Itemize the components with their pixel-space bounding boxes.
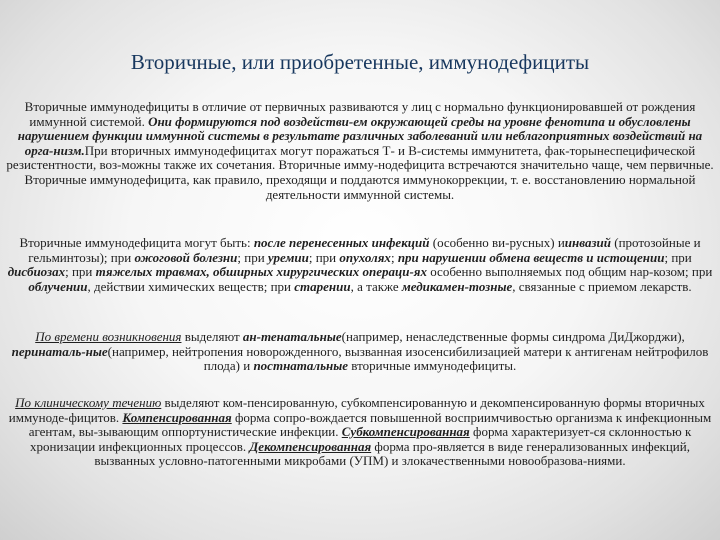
p1-text-a: Вторичные иммунодефициты в отличие от первичных развиваются у лиц с нормально функционировавшей от рождения иммунной системой. — [24, 99, 696, 129]
p1-text-b: При вторичных иммунодефицитах могут поражаться Т- и В-системы иммунитета, фак-торынеспецифической резистентности, воз-можны также их сочетания. Вторичные имму-нодефицита встречаются значительно чаще, чем первичные. Вторичные иммунодефицита, как правило, преходящи и поддаются иммунокоррекции, т. е. восстановлению нормальной деятельности иммунной системы. — [6, 142, 714, 202]
term-decompensated: Декомпенсированная — [249, 438, 372, 454]
term-perinatal: перинаталь-ные — [11, 343, 108, 359]
cause-aging: старении — [294, 278, 351, 294]
p4-text: форма про-является в виде генерализованных инфекций, вызванных условно-патогенными микробами (УПМ) и злокачественными новообразова-ниями. — [94, 438, 690, 469]
paragraph-causes — [6, 236, 714, 294]
p4-text: выделяют ком-пенсированную, субкомпенсированную и декомпенсированную формы вторичных иммуноде-фицитов. — [8, 395, 705, 425]
cause-irradiation: облучении — [28, 278, 88, 294]
p2-text: ; при — [664, 249, 692, 265]
p4-text: форма сопро-вождается повышенной восприимчивостью организма к инфекционным агентам, вы-зывающим оппортунистические инфекции. — [28, 409, 712, 440]
p2-text: ; при — [308, 249, 340, 265]
p3-text: (например, ненаследственные формы синдрома ДиДжорджи), — [341, 329, 685, 344]
p2-text: ; при — [237, 249, 268, 265]
p3-text: (например, нейтропения новорожденного, вызванная изосенсибилизацией матери к антигенам нейтрофилов плода) и — [107, 343, 709, 374]
p3-text: вторичные иммунодефициты. — [348, 358, 517, 374]
p2-text: , действии химических веществ; при — [87, 278, 295, 294]
cause-dysbiosis: дисбиозах — [7, 264, 66, 280]
term-postnatal: постнатальные — [253, 358, 349, 374]
paragraph-timing — [6, 330, 714, 374]
timing-heading: По времени возникновения — [35, 329, 182, 344]
p2-text: (протозойные и гельминтозы); при — [28, 235, 701, 265]
p2-text: (особенно ви-русных) и — [429, 235, 565, 250]
cause-metabolism: при нарушении обмена веществ и истощении — [397, 249, 665, 265]
p2-text: ; при — [65, 264, 96, 280]
cause-infections: после перенесенных инфекций — [253, 235, 430, 250]
p4-text: форма характеризует-ся склонностью к хронизации инфекционных процессов. — [30, 424, 692, 454]
term-subcompensated: Субкомпенсированная — [341, 424, 470, 440]
p2-text: особенно выполняемых под общим нар-козом; при — [426, 264, 713, 280]
cause-tumors: опухолях — [339, 249, 391, 265]
cause-trauma: тяжелых травмах, обширных хирургических операци-ях — [95, 264, 427, 280]
p3-text: выделяют — [181, 329, 243, 344]
cause-drugs: медикамен-тозные — [401, 278, 513, 294]
cause-burns: ожоговой болезни — [134, 249, 238, 265]
cause-uremia: уремии — [267, 249, 309, 265]
paragraph-definition — [6, 100, 714, 202]
p2-text: ; — [390, 249, 398, 265]
p2-text: Вторичные иммунодефицита могут быть: — [19, 235, 254, 250]
term-antenatal: ан-тенатальные — [242, 329, 342, 344]
paragraph-clinical-course — [6, 396, 714, 469]
course-heading: По клиническому течению — [15, 395, 162, 410]
p2-text: , а также — [350, 278, 402, 294]
p1-emphasis: Они формируются под воздействи-ем окружающей среды на уровне фенотипа и обусловлены нарушением функции иммунной системы в результате различных заболеваний или неблагоприятных воздействий на орга-низм. — [17, 113, 703, 158]
term-compensated: Компенсированная — [122, 409, 232, 425]
p2-text: , связанные с приемом лекарств. — [512, 278, 692, 294]
cause-invasions: инвазий — [564, 235, 611, 250]
slide-title: Вторичные, или приобретенные, иммунодефициты — [130, 50, 590, 74]
